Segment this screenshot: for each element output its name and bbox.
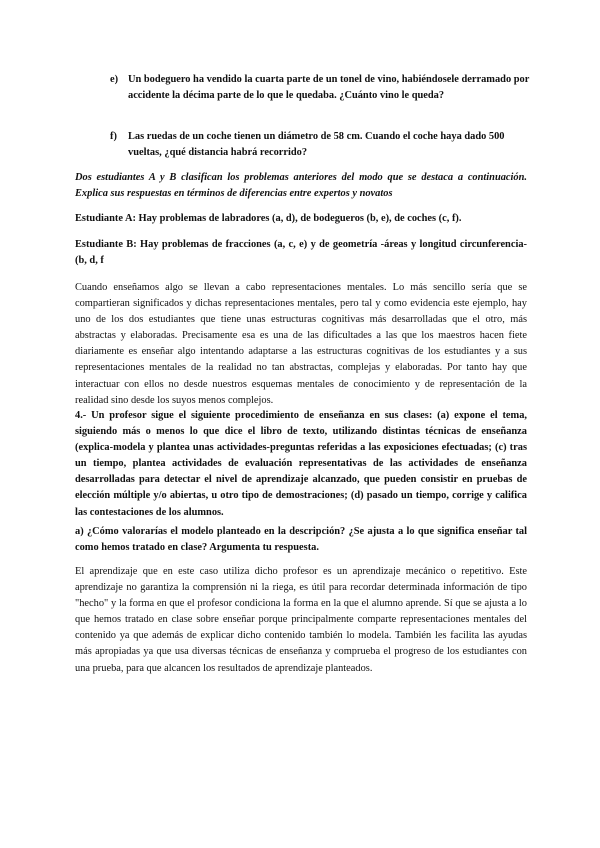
instruction-paragraph: Dos estudiantes A y B clasifican los problemas anteriores del modo que se destaca a continuación. Explica sus respuestas en términos de diferencias entre expertos y novatos (75, 172, 527, 200)
list-marker: f) (110, 131, 117, 142)
answer-paragraph-1: Cuando enseñamos algo se llevan a cabo representaciones mentales. Lo más sencillo sería que se compartieran significados y dichas representaciones mentales, pero tal y como evidencia este ejemplo, hay uno de los dos estudiantes que tiene unas estructuras cognitivas más desarrolladas que el otro, más abstractas y elaboradas. Precisamente esa es una de las dificultades a las que los maestros hacen fiete diariamente es enseñar algo intentando adaptarse a las estructuras cognitivas de los estudiantes y a sus representaciones mentales de la realidad no tan abstractas, complejas y elaboradas. Por tanto hay que interactuar con ellos no desde nuestros esquemas mentales de conocimiento y de representación de la realidad sino desde los suyos menos complejos. (75, 282, 527, 406)
list-item-e (110, 72, 530, 104)
student-a-paragraph: Estudiante A: Hay problemas de labradores (a, d), de bodegueros (b, e), de coches (c, f). (75, 213, 462, 224)
problem-text: Un bodeguero ha vendido la cuarta parte de un tonel de vino, habiéndosele derramado por accidente la décima parte de lo que le quedaba. ¿Cuánto vino le queda? (128, 74, 530, 101)
question-4-paragraph: 4.- Un profesor sigue el siguiente procedimiento de enseñanza en sus clases: (a) expone el tema, siguiendo más o menos lo que dice el libro de texto, utilizando distintas técnicas de enseñanza (explica-modela y plantea unas actividades-preguntas referidas a las exposiciones efectuadas; (c) tras un tiempo, plantea actividades de evaluación representativas de las actividades de enseñanza desarrolladas para detectar el nivel de aprendizaje alcanzado, que pueden consistir en pruebas de elección múltiple y/o abiertas, u otro tipo de demostraciones; (d) pasado un tiempo, corrige y califica las contestaciones de los alumnos. (75, 410, 527, 518)
problem-text: Las ruedas de un coche tienen un diámetro de 58 cm. Cuando el coche haya dado 500 vueltas, ¿qué distancia habrá recorrido? (128, 131, 505, 158)
question-4a-paragraph: a) ¿Cómo valorarías el modelo planteado en la descripción? ¿Se ajusta a lo que significa enseñar tal como hemos tratado en clase? Argumenta tu respuesta. (75, 526, 527, 554)
list-marker: e) (110, 74, 119, 85)
list-item-f (110, 129, 530, 161)
student-b-paragraph: Estudiante B: Hay problemas de fracciones (a, c, e) y de geometría -áreas y longitud circunferencia- (b, d, f (75, 239, 527, 267)
answer-paragraph-2: El aprendizaje que en este caso utiliza dicho profesor es un aprendizaje mecánico o repetitivo. Este aprendizaje no garantiza la comprensión ni la riega, es útil para recordar determinada información de tipo "hecho" y la forma en que el profesor condiciona la forma en la que el alumno aprende. Sí que se ajusta a lo que hemos tratado en clase sobre enseñar porque principalmente comparte representaciones mentales del contenido ya que además de explicar dicho contenido también lo modela. También les facilita las ayudas más apropiadas ya que usa diversas técnicas de enseñanza y comprueba el progreso de los estudiantes con una prueba, para que alcancen los resultados de aprendizaje planteados. (75, 566, 527, 674)
